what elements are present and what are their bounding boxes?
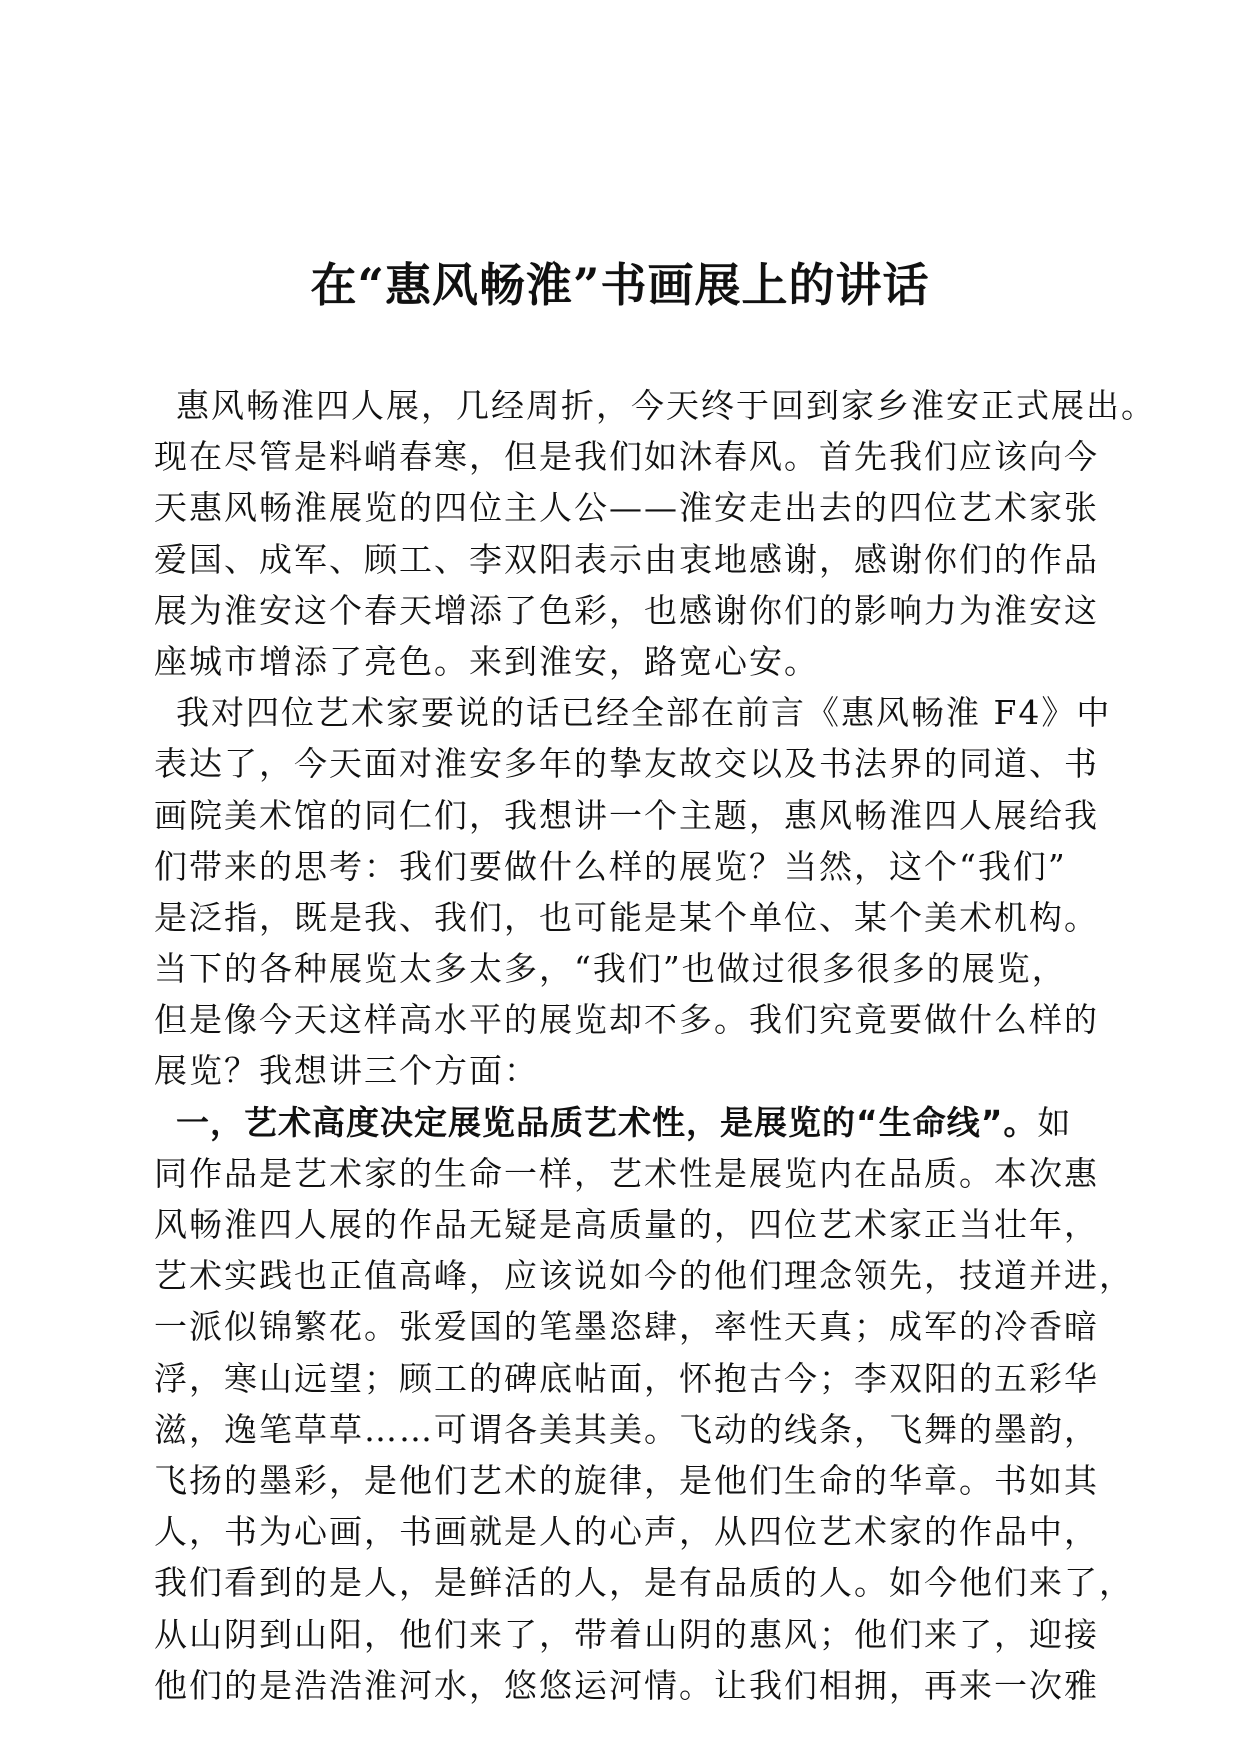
paragraph-line: 艺术实践也正值高峰，应该说如今的他们理念领先，技道并进， xyxy=(154,1256,1134,1296)
paragraph-line: 同作品是艺术家的生命一样，艺术性是展览内在品质。本次惠 xyxy=(154,1153,1099,1193)
paragraph-line: 浮，寒山远望；顾工的碑底帖面，怀抱古今；李双阳的五彩华 xyxy=(154,1358,1099,1398)
paragraph-line: 是泛指，既是我、我们，也可能是某个单位、某个美术机构。 xyxy=(154,897,1099,937)
paragraph-line: 画院美术馆的同仁们，我想讲一个主题，惠风畅淮四人展给我 xyxy=(154,795,1099,835)
paragraph-line: 但是像今天这样高水平的展览却不多。我们究竟要做什么样的 xyxy=(154,1000,1099,1040)
paragraph-line: 展为淮安这个春天增添了色彩，也感谢你们的影响力为淮安这 xyxy=(154,590,1099,630)
paragraph-line: 我们看到的是人，是鲜活的人，是有品质的人。如今他们来了， xyxy=(154,1563,1134,1603)
paragraph-line: 当下的各种展览太多太多，“我们”也做过很多很多的展览， xyxy=(154,949,1067,989)
paragraph-line: 爱国、成军、顾工、李双阳表示由衷地感谢，感谢你们的作品 xyxy=(154,539,1099,579)
paragraph-line: 天惠风畅淮展览的四位主人公——淮安走出去的四位艺术家张 xyxy=(154,488,1099,528)
paragraph-line: 惠风畅淮四人展，几经周折，今天终于回到家乡淮安正式展出。 xyxy=(176,386,1156,425)
paragraph-line: 现在尽管是料峭春寒，但是我们如沐春风。首先我们应该向今 xyxy=(154,437,1099,477)
section-heading-line xyxy=(154,1097,1094,1148)
paragraph-line: 滋，逸笔草草……可谓各美其美。飞动的线条，飞舞的墨韵， xyxy=(154,1409,1099,1449)
paragraph-line: 表达了，今天面对淮安多年的挚友故交以及书法界的同道、书 xyxy=(154,744,1099,784)
paragraph-line: 我对四位艺术家要说的话已经全部在前言《惠风畅淮 F4》中 xyxy=(176,693,1112,733)
paragraph-line: 座城市增添了亮色。来到淮安，路宽心安。 xyxy=(154,641,819,681)
paragraph-line: 人，书为心画，书画就是人的心声，从四位艺术家的作品中， xyxy=(154,1512,1099,1552)
section-heading-tail: 如 xyxy=(1037,1102,1073,1142)
speech-body xyxy=(154,380,1156,1711)
paragraph-line: 一派似锦繁花。张爱国的笔墨恣肆，率性天真；成军的冷香暗 xyxy=(154,1307,1099,1347)
paragraph-line: 风畅淮四人展的作品无疑是高质量的，四位艺术家正当壮年， xyxy=(154,1205,1099,1244)
paragraph-line: 展览？我想讲三个方面： xyxy=(154,1051,539,1091)
paragraph-line: 他们的是浩浩淮河水，悠悠运河情。让我们相拥，再来一次雅 xyxy=(154,1665,1099,1705)
paragraph-line: 飞扬的墨彩，是他们艺术的旋律，是他们生命的华章。书如其 xyxy=(154,1460,1099,1500)
section-heading: 一，艺术高度决定展览品质艺术性，是展览的“生命线”。 xyxy=(176,1102,1038,1142)
paragraph-line: 从山阴到山阳，他们来了，带着山阴的惠风；他们来了，迎接 xyxy=(154,1614,1099,1654)
paragraph-line: 们带来的思考：我们要做什么样的展览？当然，这个“我们” xyxy=(154,846,1067,886)
page-title: 在“惠风畅淮”书画展上的讲话 xyxy=(310,258,930,312)
